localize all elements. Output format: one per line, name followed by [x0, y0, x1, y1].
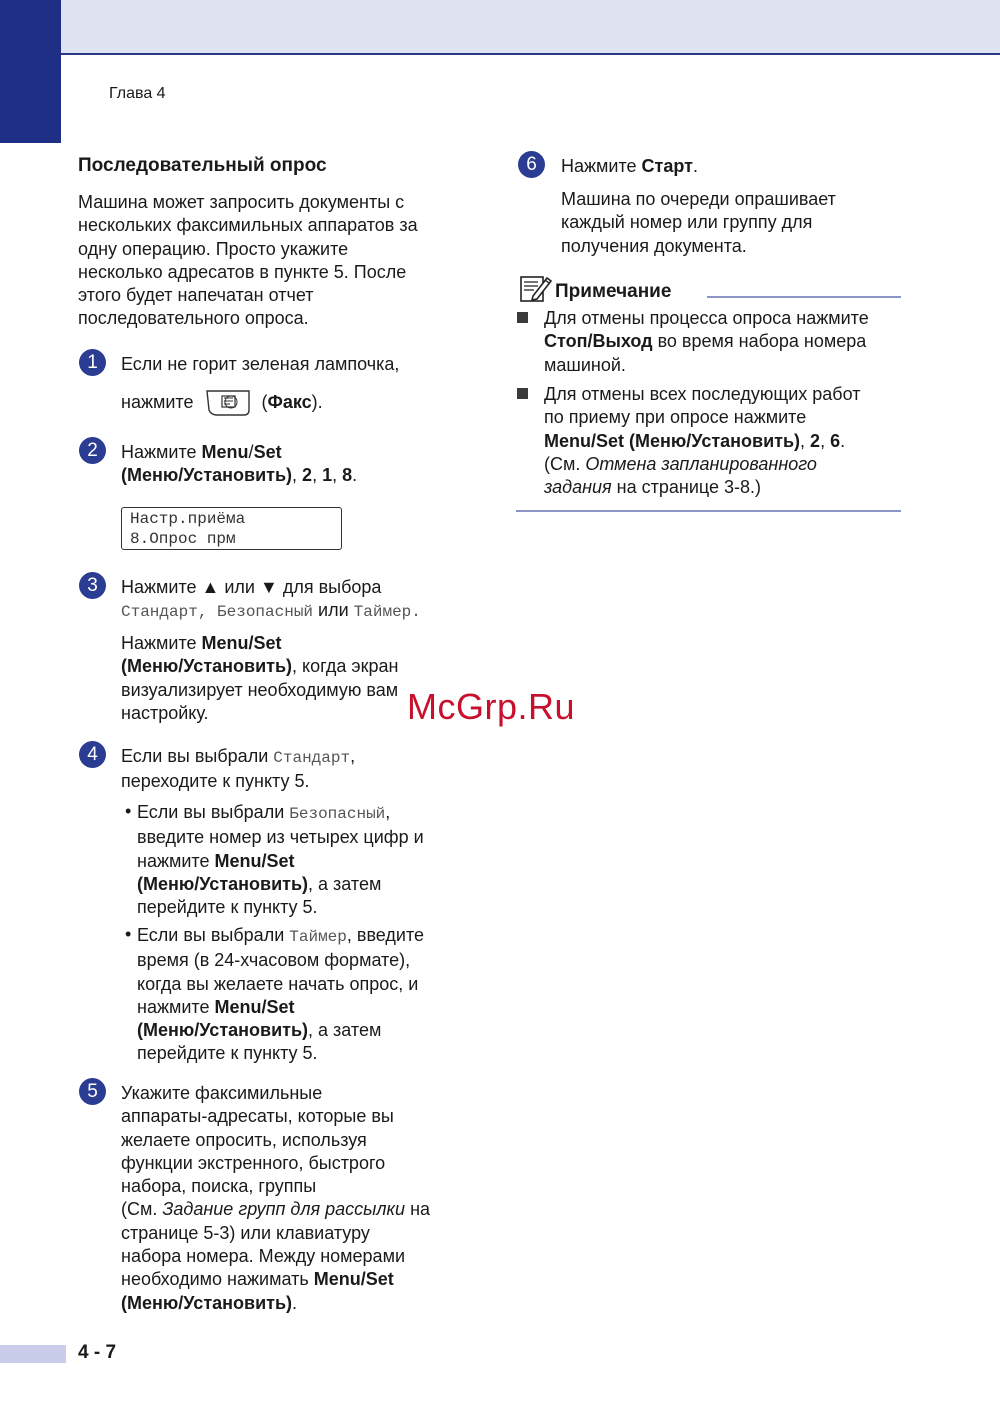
step-4-text: Если вы выбрали Стандарт, переходите к пункту 5. [121, 746, 356, 792]
note-item-1: Для отмены процесса опроса нажмите Стоп/Выход во время набора номера машиной. [544, 308, 869, 375]
bullet-dot: • [125, 924, 132, 944]
chapter-tab [0, 0, 61, 143]
step-number-4: 4 [79, 741, 106, 768]
step-4-bullet-2: Если вы выбрали Таймер, введите время (в 24-хчасовом формате), когда вы желаете начать опрос, и нажмите Menu/Set (Меню/Установить), а затем перейдите к пункту 5. [137, 925, 425, 1064]
step-3-paragraph-2: Нажмите Menu/Set (Меню/Установить), когда экран визуализирует необходимую вам настройку. [121, 633, 399, 723]
intro-paragraph: Машина может запросить документы с нескольких факсимильных аппаратов за одну операцию. Просто укажите несколько адресатов в пункте 5. После этого будет напечатан отчет последовательного опроса. [78, 192, 418, 329]
step-1-text: Если не горит зеленая лампочка, [121, 354, 400, 374]
section-title: Последовательный опрос [78, 155, 327, 176]
step-2-text: Нажмите Menu/Set (Меню/Установить), 2, 1, 8. [121, 442, 358, 486]
note-divider [707, 296, 901, 298]
note-item-2: Для отмены всех последующих работ по приему при опросе нажмите Menu/Set (Меню/Установить), 2, 6. (См. Отмена запланированного задания на странице 3-8.) [544, 384, 861, 498]
header-band [0, 0, 1000, 55]
footer-band [0, 1345, 66, 1363]
up-arrow-icon: ▲ [201, 577, 220, 597]
step-number-3: 3 [79, 572, 106, 599]
step-4-bullet-1: Если вы выбрали Безопасный, введите номер из четырех цифр и нажмите Menu/Set (Меню/Установить), а затем перейдите к пункту 5. [137, 802, 424, 918]
step-1-press-fax: нажмите (Факс). [121, 385, 323, 419]
note-square-bullet [517, 312, 528, 323]
down-arrow-icon: ▼ [260, 577, 278, 597]
lcd-line-2: 8.Опрос прм [130, 530, 236, 548]
bullet-dot: • [125, 801, 132, 821]
watermark: McGrp.Ru [407, 686, 576, 727]
note-square-bullet [517, 388, 528, 399]
step-6-paragraph: Машина по очереди опрашивает каждый номер или группу для получения документа. [561, 189, 836, 256]
step-5-text: Укажите факсимильные аппараты-адресаты, которые вы желаете опросить, используя функции экстренного, быстрого набора, поиска, группы (См. Задание групп для рассылки на странице 5-3) или клавиатуру набора номера. Между номерами необходимо нажимать Menu/Set (Меню/Установить). [121, 1083, 431, 1313]
step-number-5: 5 [79, 1078, 106, 1105]
fax-key-icon [205, 388, 251, 418]
chapter-label: Глава 4 [109, 85, 166, 102]
note-title: Примечание [555, 281, 672, 302]
lcd-display [121, 507, 342, 550]
step-number-1: 1 [79, 349, 106, 376]
note-pencil-icon [519, 274, 553, 309]
lcd-line-1: Настр.приёма [130, 510, 246, 528]
note-bottom-divider [516, 510, 901, 512]
page-number: 4 - 7 [78, 1342, 117, 1363]
step-number-2: 2 [79, 437, 106, 464]
step-3-text: Нажмите ▲ или ▼ для выбора Стандарт, Безопасный или Таймер. [121, 577, 421, 622]
step-6-text: Нажмите Старт. [561, 156, 698, 176]
step-number-6: 6 [518, 151, 545, 178]
